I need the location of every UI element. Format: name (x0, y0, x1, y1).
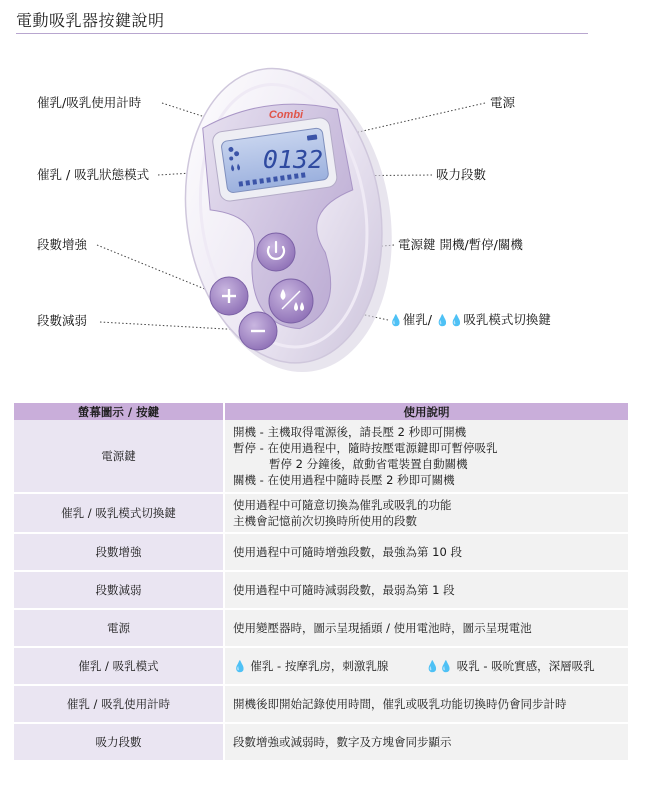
row-description: 使用過程中可隨意切換為催乳或吸乳的功能 主機會記憶前次切換時所使用的段數 (224, 493, 628, 533)
lcd-digits: 0132 (262, 145, 324, 174)
drop-double-icon: 💧💧 (425, 659, 454, 673)
header-icon-key: 螢幕圖示 / 按鍵 (14, 403, 224, 420)
callout-decrease: 段數減弱 (37, 313, 88, 328)
row-description: 💧 催乳 - 按摩乳房，刺激乳腺 💧💧 吸乳 - 吸吮實感，深層吸乳 (224, 647, 628, 685)
table-row (14, 533, 628, 571)
callout-timer: 催乳/吸乳使用計時 (37, 95, 142, 110)
table-row (14, 420, 628, 493)
row-name: 電源鍵 (14, 420, 224, 493)
row-description: 使用過程中可隨時增強段數，最強為第 10 段 (224, 533, 628, 571)
row-name: 催乳 / 吸乳模式 (14, 647, 224, 685)
brand-logo: Combi (268, 109, 304, 121)
table-row (14, 647, 628, 685)
title-divider (16, 33, 588, 34)
callout-power: 電源 (490, 95, 516, 110)
callout-suction-level: 吸力段數 (436, 167, 487, 182)
power-button[interactable] (257, 233, 295, 271)
callout-mode-key: 💧催乳/ 💧💧吸乳模式切換鍵 (389, 312, 551, 327)
drop-double-icon: 💧💧 (435, 314, 464, 327)
drop-single-icon: 💧 (233, 659, 247, 673)
row-description: 開機 - 主機取得電源後，請長壓 2 秒即可開機 暫停 - 在使用過程中，隨時按壓電源鍵即可暫停吸乳 暫停 2 分鐘後，啟動省電裝置自動關機 關機 - 在使用過程中隨時長壓 2 秒即可關機 (224, 420, 628, 493)
drop-single-icon: 💧 (389, 314, 403, 327)
table-row (14, 571, 628, 609)
row-name: 催乳 / 吸乳模式切換鍵 (14, 493, 224, 533)
row-name: 催乳 / 吸乳使用計時 (14, 685, 224, 723)
table-row (14, 609, 628, 647)
row-description: 使用變壓器時，圖示呈現插頭 / 使用電池時，圖示呈現電池 (224, 609, 628, 647)
button-spec-table (14, 403, 628, 762)
row-description: 使用過程中可隨時減弱段數，最弱為第 1 段 (224, 571, 628, 609)
header-usage: 使用說明 (224, 403, 628, 420)
table-row (14, 685, 628, 723)
row-name: 段數減弱 (14, 571, 224, 609)
callout-mode: 催乳 / 吸乳狀態模式 (37, 167, 150, 182)
page-title: 電動吸乳器按鍵說明 (16, 11, 165, 30)
table-row (14, 723, 628, 761)
row-name: 段數增強 (14, 533, 224, 571)
row-description: 開機後即開始記錄使用時間，催乳或吸乳功能切換時仍會同步計時 (224, 685, 628, 723)
mode-switch-button[interactable] (269, 279, 313, 323)
callout-increase: 段數增強 (37, 237, 88, 252)
row-description: 段數增強或減弱時，數字及方塊會同步顯示 (224, 723, 628, 761)
increase-button[interactable] (210, 277, 248, 315)
table-row (14, 493, 628, 533)
row-name: 電源 (14, 609, 224, 647)
decrease-button[interactable] (239, 312, 277, 350)
row-name: 吸力段數 (14, 723, 224, 761)
callout-power-key: 電源鍵 開機/暫停/關機 (398, 237, 523, 252)
